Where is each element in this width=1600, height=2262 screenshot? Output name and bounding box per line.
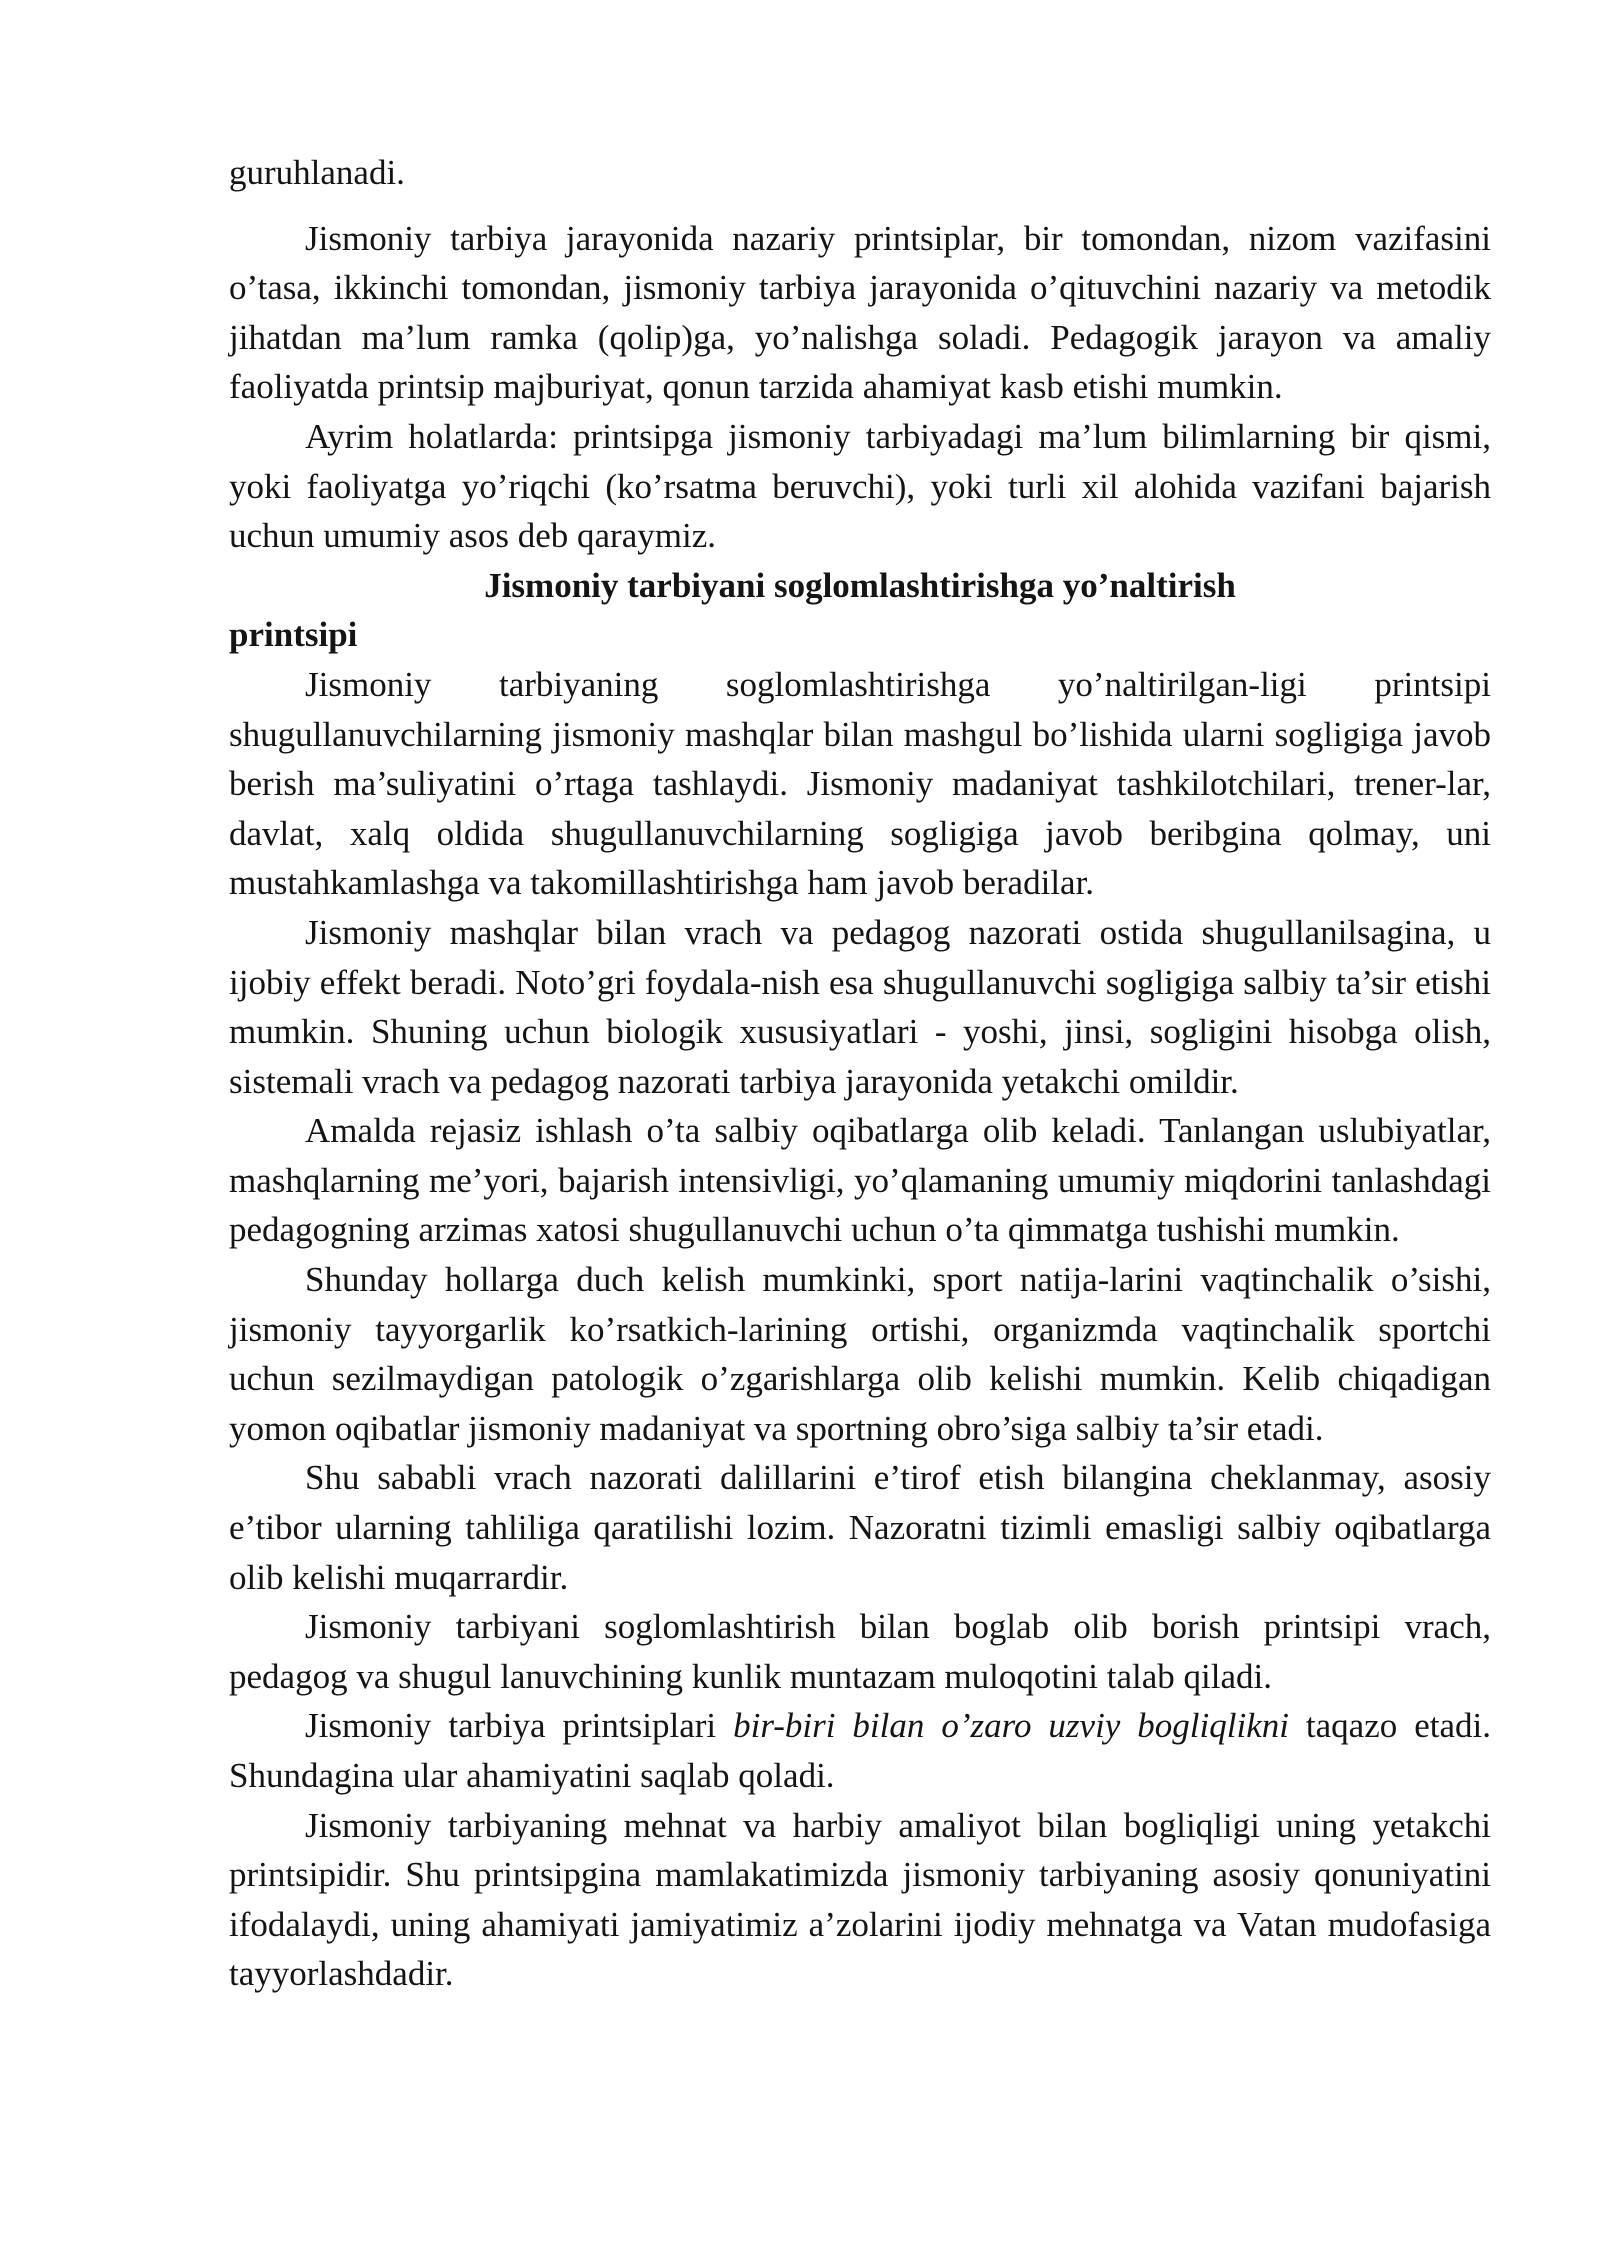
- paragraph: Jismoniy tarbiyaning soglomlashtirishga yo’naltirilgan-ligi printsipi shugullanuvchilarning jismoniy mashqlar bilan mashgul bo’lishida ularni sogligiga javob berish ma’suliyatini o’rtaga tashlaydi. Jismoniy madaniyat tashkilotchilari, trener-lar, davlat, xalq oldida shugullanuvchilarning sogligiga javob beribgina qolmay, uni mustahkamlashga va takomillashtirishga ham javob beradilar.: [229, 664, 1491, 903]
- paragraph: Jismoniy tarbiya jarayonida nazariy printsiplar, bir tomondan, nizom vazifasini o’tasa, ikkinchi tomondan, jismoniy tarbiya jarayonida o’qituvchini nazariy va metodik jihatdan ma’lum ramka (qolip)ga, yo’nalishga soladi. Pedagogik jarayon va amaliy faoliyatda printsip majburiyat, qonun tarzida ahamiyat kasb etishi mumkin.: [229, 218, 1491, 407]
- paragraph: Shunday hollarga duch kelish mumkinki, sport natija-larini vaqtinchalik o’sishi, jismoniy tayyorgarlik ko’rsatkich-larining ortishi, organizmda vaqtinchalik sportchi uchun sezilmaydigan patologik o’zgarishlarga olib kelishi mumkin. Kelib chiqadigan yomon oqibatlar jismoniy madaniyat va sportning obro’siga salbiy ta’sir etadi.: [229, 1260, 1491, 1448]
- paragraph-continuation: guruhlanadi.: [229, 153, 405, 192]
- paragraph: Jismoniy mashqlar bilan vrach va pedagog nazorati ostida shugullanilsagina, u ijobiy effekt beradi. Noto’gri foydala-nish esa shugullanuvchi sogligiga salbiy ta’sir etishi mumkin. Shuning uchun biologik xususiyatlari - yoshi, jinsi, sogligini hisobga olish, sistemali vrach va pedagog nazorati tarbiya jarayonida yetakchi omildir.: [229, 912, 1491, 1101]
- section-heading-line: Jismoniy tarbiyani soglomlashtirishga yo’naltirish: [484, 565, 1236, 605]
- document-page: [229, 148, 1491, 1999]
- paragraph: Shu sababli vrach nazorati dalillarini e’tirof etish bilangina cheklanmay, asosiy e’tibor ularning tahliliga qaratilishi lozim. Nazoratni tizimli emasligi salbiy oqibatlarga olib kelishi muqarrardir.: [229, 1458, 1491, 1597]
- paragraph-text: Jismoniy tarbiya printsiplari: [305, 1706, 734, 1746]
- italic-phrase: bir-biri bilan o’zaro uzviy bogliqlikni: [733, 1706, 1289, 1746]
- paragraph: Ayrim holatlarda: printsipga jismoniy tarbiyadagi ma’lum bilimlarning bir qismi, yoki faoliyatga yo’riqchi (ko’rsatma beruvchi), yoki turli xil alohida vazifani bajarish uchun umumiy asos deb qaraymiz.: [229, 416, 1491, 556]
- paragraph: Jismoniy tarbiyani soglomlashtirish bilan boglab olib borish printsipi vrach, pedagog va shugul lanuvchining kunlik muntazam muloqotini talab qiladi.: [229, 1607, 1491, 1696]
- section-heading: [229, 561, 1491, 660]
- section-heading-line: printsipi: [229, 615, 358, 655]
- paragraph: Amalda rejasiz ishlash o’ta salbiy oqibatlarga olib keladi. Tanlangan uslubiyatlar, mashqlarning me’yori, bajarish intensivligi, yo’qlamaning umumiy miqdorini tanlashdagi pedagogning arzimas xatosi shugullanuvchi uchun o’ta qimmatga tushishi mumkin.: [229, 1111, 1491, 1250]
- paragraph: [229, 1701, 1491, 1800]
- paragraph: Jismoniy tarbiyaning mehnat va harbiy amaliyot bilan bogliqligi uning yetakchi printsipidir. Shu printsipgina mamlakatimizda jismoniy tarbiyaning asosiy qonuniyatini ifodalaydi, uning ahamiyati jamiyatimiz a’zolarini ijodiy mehnatga va Vatan mudofasiga tayyorlashdadir.: [229, 1805, 1491, 1994]
- paragraph-text: taqazo etadi. Shundagina ular ahamiyatini saqlab qoladi.: [229, 1706, 1491, 1795]
